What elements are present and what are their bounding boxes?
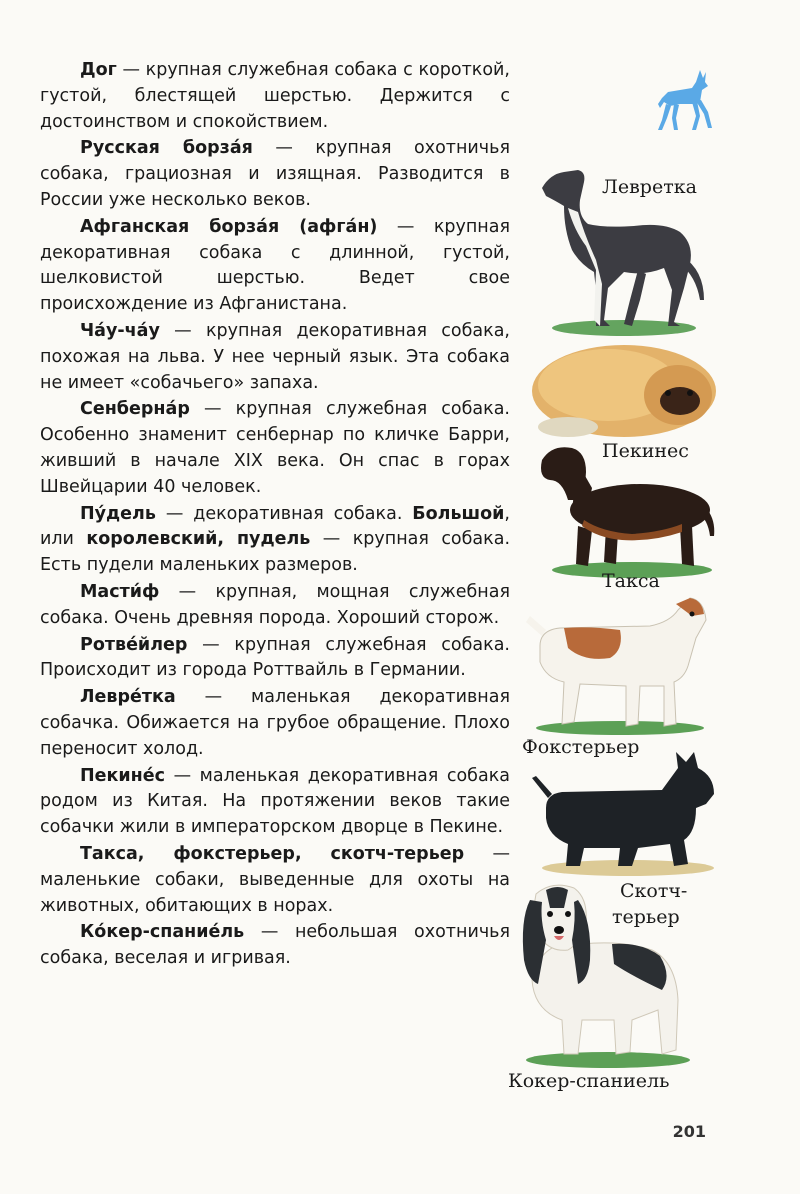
definition: — крупная декоративная собака с длинной, густой, шелковистой шерстью. Ведет свое происхождение из Афганистана. xyxy=(40,216,510,315)
term: Дог xyxy=(80,60,117,80)
entry-rottweiler xyxy=(40,633,510,685)
entry-levretka xyxy=(40,685,510,762)
definition: — крупная декоративная собака, похожая на льва. У нее черный язык. Эта собака не имеет «собачьего» запаха. xyxy=(40,320,510,393)
definition: — маленькая декоративная собака родом из Китая. На протяжении веков такие собачки жили в императорском дворце в Пекине. xyxy=(40,765,510,838)
definition: — крупная, мощная служебная собака. Очень древняя порода. Хороший сторож. xyxy=(40,581,510,628)
cocker-spaniel-illustration xyxy=(512,880,692,1070)
caption-taksa: Такса xyxy=(602,570,660,592)
term: Левре́тка xyxy=(80,687,176,708)
definition: — декоративная собака. xyxy=(155,503,413,524)
entry-st-bernard xyxy=(40,397,510,500)
definition: — крупная охотничья собака, грациозная и изящная. Разводится в России уже несколько веков. xyxy=(40,138,510,210)
term: Ча́у-ча́у xyxy=(80,320,160,341)
definition: — крупная служебная собака. Особенно знаменит сенбернар по кличке Барри, живший в начале XIX века. Он спас в горах Швейцарии 40 человек. xyxy=(40,399,510,497)
entry-burrow-dogs xyxy=(40,842,510,919)
term: Пекине́с xyxy=(80,765,165,786)
term: Масти́ф xyxy=(80,581,160,602)
term: Пу́дель xyxy=(80,503,156,524)
definition: — небольшая охотничья собака, веселая и игривая. xyxy=(40,922,510,969)
definition: — маленькие собаки, выведенные для охоты на животных, обитающих в норах. xyxy=(40,843,510,916)
dachshund-illustration xyxy=(532,440,718,578)
entry-chow-chow xyxy=(40,319,510,396)
fox-terrier-illustration xyxy=(520,586,708,736)
term: Сенберна́р xyxy=(80,399,190,420)
deer-icon xyxy=(650,68,714,134)
caption-foxterrier: Фокстерьер xyxy=(522,736,640,758)
caption-cocker: Кокер-спаниель xyxy=(508,1070,670,1092)
pekingese-illustration xyxy=(528,333,720,441)
caption-levretka: Левретка xyxy=(602,176,697,198)
definition: , или xyxy=(40,503,510,550)
definition: — крупная собака. Есть пудели маленьких размеров. xyxy=(40,529,511,576)
page-number: 201 xyxy=(672,1122,706,1141)
term: Большой xyxy=(412,503,505,524)
entry-afghan-hound xyxy=(40,215,510,318)
term: Афганская борза́я (афга́н) xyxy=(80,216,378,237)
article-text xyxy=(40,58,510,973)
definition: — крупная служебная собака с короткой, густой, блестящей шерстью. Держится с достоинством и спокойствием. xyxy=(40,60,510,132)
entry-cocker-spaniel xyxy=(40,920,510,972)
scottish-terrier-illustration xyxy=(528,748,716,876)
entry-russian-borzoi xyxy=(40,136,510,213)
term: Русская борза́я xyxy=(80,138,253,159)
definition: — крупная служебная собака. Происходит из города Роттвайль в Германии. xyxy=(40,634,510,681)
caption-pekines: Пекинес xyxy=(602,440,689,462)
entry-dog xyxy=(40,58,510,135)
term: Ко́кер-спание́ль xyxy=(80,922,245,943)
entry-pekingese xyxy=(40,764,510,841)
term: Ротве́йлер xyxy=(80,634,188,655)
entry-poodle xyxy=(40,502,510,579)
term: Такса, фокстерьер, скотч-терьер xyxy=(80,843,465,864)
caption-scotch-1: Скотч- xyxy=(620,880,688,902)
term: королевский, пудель xyxy=(86,529,311,550)
caption-scotch-2: терьер xyxy=(612,906,680,928)
entry-mastiff xyxy=(40,580,510,632)
definition: — маленькая декоративная собачка. Обижается на грубое обращение. Плохо переносит холод. xyxy=(40,687,510,759)
